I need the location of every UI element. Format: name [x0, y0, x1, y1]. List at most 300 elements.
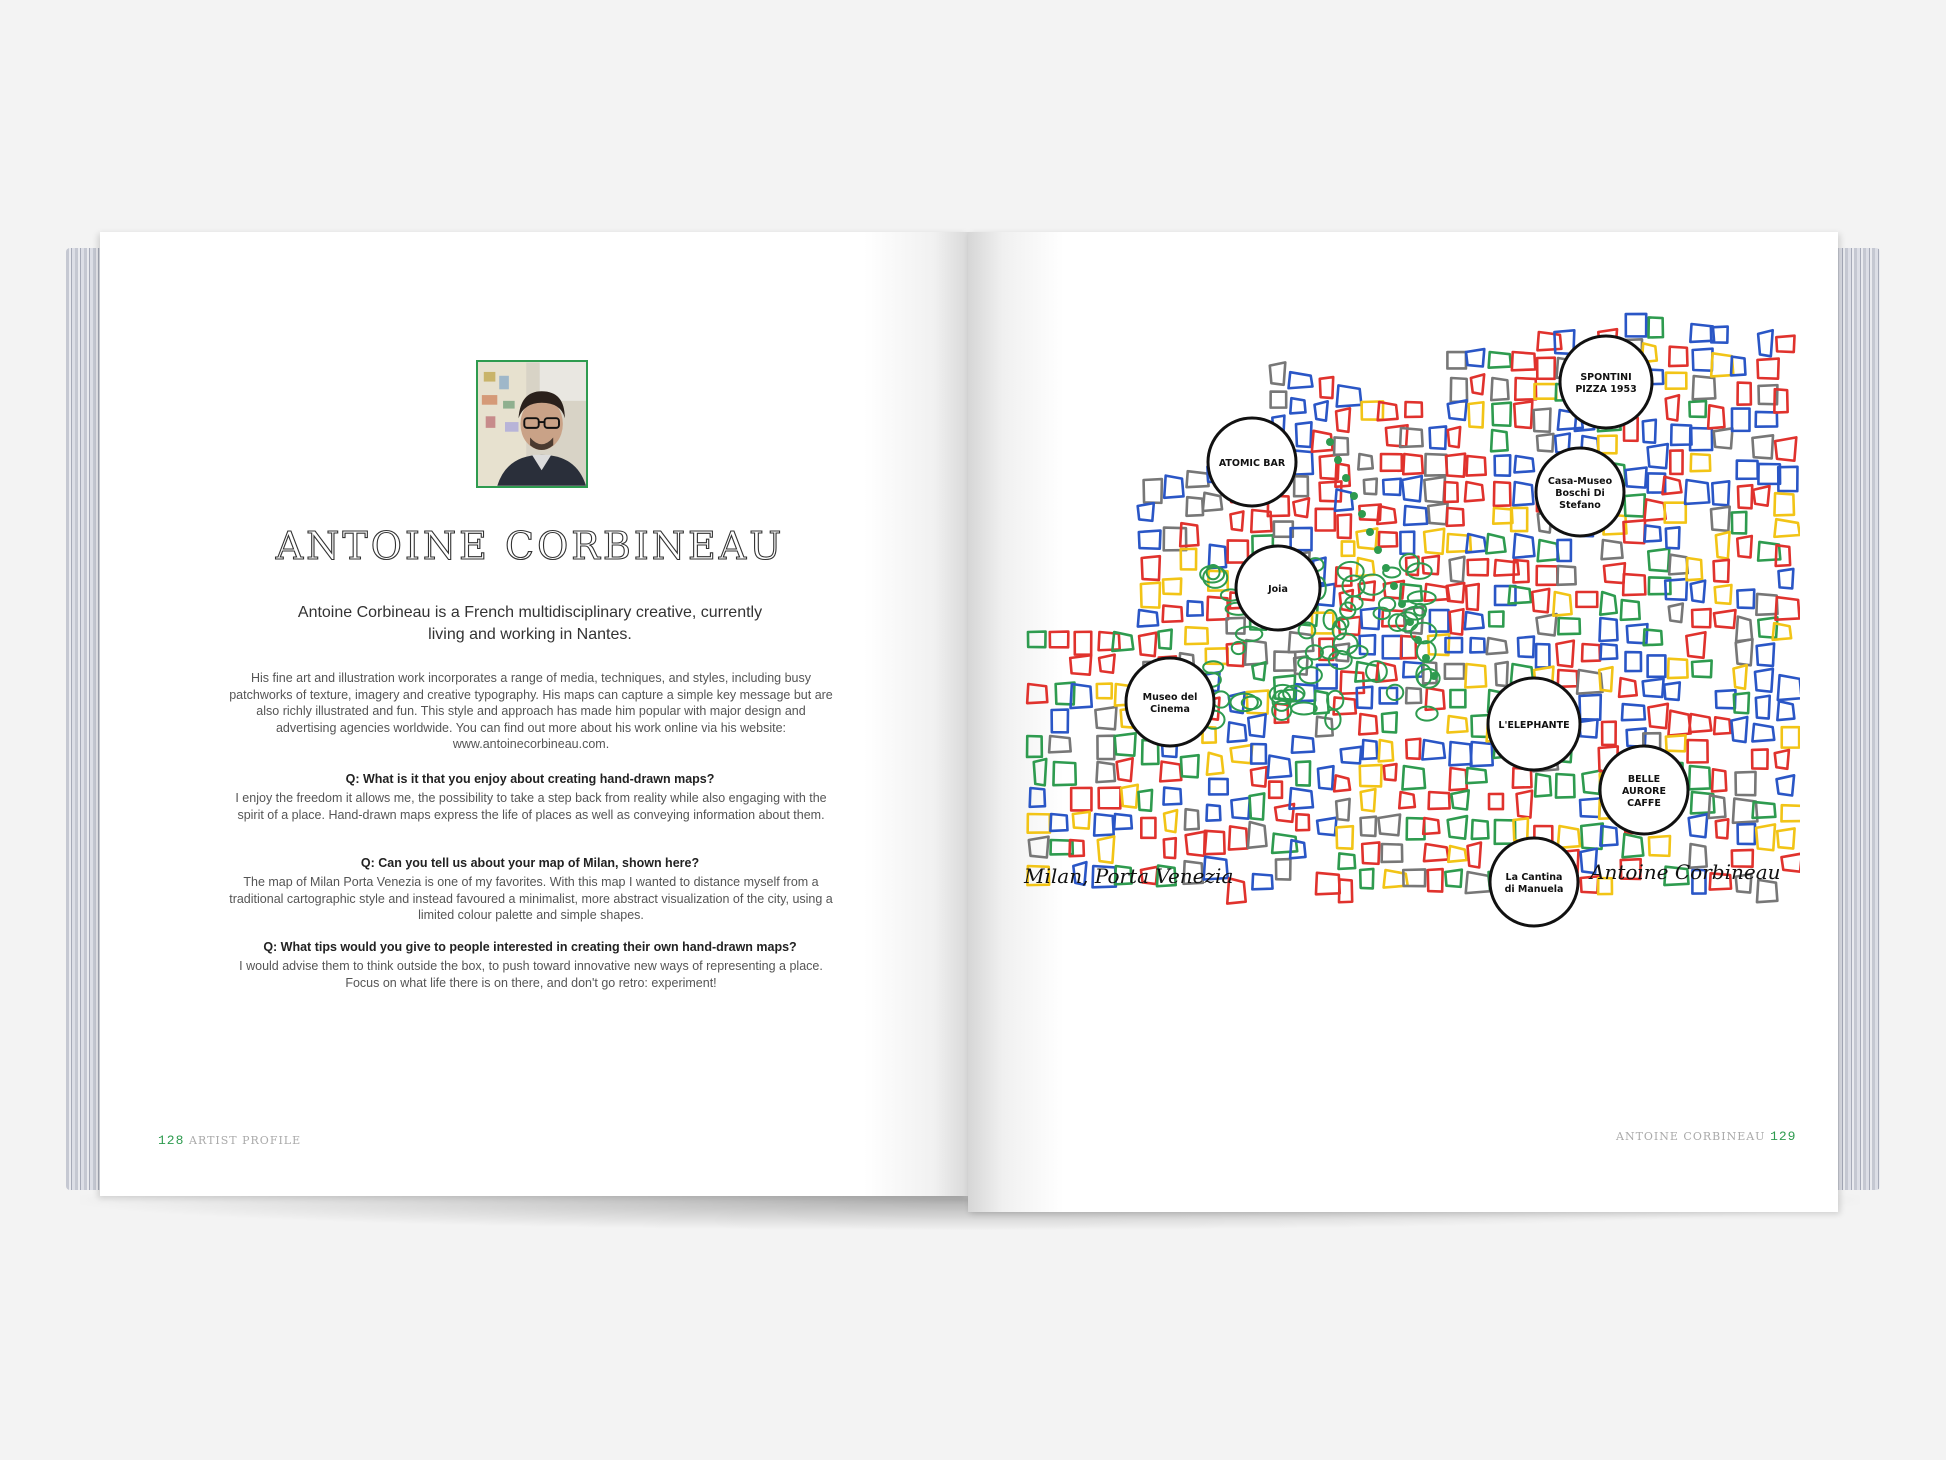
map-block [1714, 717, 1730, 734]
map-block [1315, 401, 1328, 420]
map-block [1556, 641, 1573, 667]
map-block [1274, 652, 1295, 671]
map-block [1228, 722, 1247, 742]
map-block [1756, 824, 1775, 850]
map-block [1688, 740, 1708, 762]
landmark-label: SPONTINI [1580, 372, 1632, 383]
map-block [1579, 720, 1597, 738]
map-block [1379, 532, 1397, 547]
map-block [1378, 815, 1400, 836]
map-block [1689, 714, 1711, 732]
map-block [1712, 481, 1729, 505]
map-block [1181, 549, 1196, 570]
map-block [1777, 701, 1794, 720]
map-block [1187, 601, 1202, 616]
map-block [1755, 669, 1773, 692]
right-running-head: ANTOINE CORBINEAU [1616, 1130, 1766, 1143]
map-block [1776, 545, 1790, 566]
map-block [1160, 762, 1181, 782]
map-block [1715, 585, 1732, 604]
map-block [1711, 507, 1730, 531]
landmark-label: Joia [1268, 584, 1288, 595]
left-page-number: 128 [158, 1133, 185, 1148]
map-block [1752, 724, 1774, 741]
map-block [1158, 630, 1171, 649]
map-block [1403, 454, 1423, 474]
question-1: Q: What is it that you enjoy about creating hand-drawn maps? [345, 772, 715, 786]
map-block [1402, 476, 1422, 501]
map-block [1272, 834, 1297, 853]
map-block [1378, 402, 1398, 420]
map-block [1465, 482, 1484, 501]
map-block [1489, 352, 1511, 368]
map-block [1448, 816, 1467, 839]
map-block [1669, 604, 1683, 623]
map-block [1756, 696, 1770, 719]
map-block [1689, 814, 1708, 837]
map-block [1467, 456, 1486, 476]
map-block [1383, 479, 1400, 495]
map-block [1732, 409, 1750, 431]
answer-2: The map of Milan Porta Venezia is one of my favorites. With this map I wanted to distance myself from a traditional cartographic style and instead favoured a minimalist, more abstract visualization of the city, using a limited colour palette and simple shapes. [229, 875, 833, 922]
map-block [1621, 600, 1640, 620]
map-block [1738, 485, 1752, 508]
map-block [1270, 362, 1286, 384]
landmark-label: PIZZA 1953 [1575, 384, 1637, 395]
landmark-label: CAFFE [1627, 798, 1661, 809]
map-block [1778, 569, 1793, 589]
map-block [1782, 727, 1799, 747]
map-block [1424, 844, 1448, 861]
map-block [1494, 482, 1511, 506]
map-block [1400, 428, 1423, 447]
map-block [1405, 402, 1422, 417]
map-block [1163, 579, 1181, 595]
map-block [1712, 769, 1726, 791]
map-block [1489, 612, 1503, 627]
map-block [1185, 809, 1199, 829]
map-block [1185, 627, 1208, 644]
map-block [1399, 792, 1415, 808]
map-block [1230, 511, 1243, 530]
map-block [1648, 444, 1668, 468]
map-block [1643, 420, 1656, 443]
map-block [1509, 586, 1531, 604]
map-block [1203, 493, 1222, 511]
map-block [1138, 610, 1158, 627]
map-block [1117, 758, 1133, 781]
map-block [1732, 512, 1746, 534]
map-block [1430, 610, 1449, 632]
left-running-head: ARTIST PROFILE [189, 1134, 302, 1147]
map-block [1450, 768, 1467, 790]
map-block [1465, 612, 1484, 629]
question-3: Q: What tips would you give to people interested in creating their own hand-drawn maps? [263, 940, 797, 954]
map-block [1138, 790, 1152, 811]
map-block [1099, 655, 1115, 673]
map-block [1690, 428, 1712, 450]
map-block [1625, 652, 1641, 671]
map-block [1115, 733, 1136, 755]
map-block [1358, 454, 1372, 469]
map-block [1532, 589, 1549, 612]
landmark-label: Casa-Museo [1547, 476, 1613, 487]
map-block [1422, 740, 1445, 760]
map-block [1248, 822, 1267, 848]
map-block [1737, 536, 1752, 557]
map-block [1362, 740, 1377, 759]
map-block [1515, 378, 1536, 400]
map-block [1468, 843, 1481, 868]
map-block [1098, 836, 1114, 862]
map-block [1648, 655, 1666, 676]
map-block [1050, 632, 1069, 648]
map-block [1781, 805, 1800, 821]
map-block [1406, 739, 1420, 759]
map-block [1338, 853, 1355, 868]
tree-dot [1350, 492, 1358, 500]
map-block [1268, 756, 1291, 778]
map-block [1052, 710, 1068, 733]
map-block [1336, 408, 1350, 432]
map-block [1251, 767, 1267, 786]
bio-paragraph: His fine art and illustration work incorporates a range of media, techniques, and styles, including busy patchworks of texture, imagery and creative typography. His maps can capture a simple key message but are also richly illustrated and fun. This style and approach has made him popular with major design and advertising agencies worldwide. You can find out more about his work online via his website: www.antoinecorbineau.com. [229, 671, 833, 751]
map-block [1027, 684, 1047, 703]
map-block [1317, 818, 1336, 835]
map-block [1252, 874, 1272, 889]
map-block [1450, 609, 1464, 634]
map-block [1668, 711, 1690, 736]
map-block [1334, 775, 1350, 791]
map-block [1558, 670, 1578, 687]
map-block [1250, 793, 1265, 819]
map-block [1645, 525, 1661, 541]
map-block [1582, 770, 1600, 793]
map-block [1774, 493, 1794, 515]
right-folio [1616, 1128, 1796, 1144]
map-block [1692, 661, 1712, 678]
map-block [1361, 789, 1376, 811]
map-block [1095, 707, 1116, 729]
map-block [1665, 503, 1686, 523]
map-block [1073, 812, 1090, 829]
tree-dot [1342, 474, 1350, 482]
map-block [1336, 799, 1349, 820]
map-block [1487, 638, 1507, 654]
landmark-label: La Cantina [1505, 872, 1563, 883]
map-block [1775, 750, 1789, 769]
map-block [1050, 814, 1067, 831]
map-block [1648, 704, 1667, 728]
answer-3: I would advise them to think outside the box, to push toward innovative new ways of representing a place. Focus on what life there is on there, and don't go retro: experiment! [239, 959, 823, 990]
map-block [1738, 824, 1755, 844]
map-block [1664, 682, 1680, 700]
map-block [1517, 791, 1533, 818]
landmark-label: di Manuela [1504, 884, 1564, 895]
map-block [1094, 814, 1114, 836]
map-block [1384, 764, 1397, 780]
artist-name-heading: ANTOINE CORBINEAU [275, 524, 785, 568]
map-block [1290, 398, 1305, 413]
map-block [1424, 529, 1444, 554]
map-block [1339, 879, 1352, 902]
map-block [1271, 392, 1287, 408]
landmark-label: AURORE [1622, 786, 1666, 797]
map-block [1644, 499, 1665, 520]
map-block [1536, 614, 1556, 635]
map-block [1558, 826, 1580, 848]
map-block [1537, 434, 1553, 451]
map-block [1534, 409, 1551, 432]
map-block [1450, 557, 1465, 583]
map-block [1757, 644, 1774, 666]
map-block [1492, 403, 1511, 426]
map-block [1449, 742, 1471, 765]
map-block [1428, 869, 1443, 891]
map-block [1164, 476, 1183, 498]
map-block [1668, 659, 1688, 678]
question-2: Q: Can you tell us about your map of Milan, shown here? [360, 856, 700, 870]
tree-dot [1414, 636, 1422, 644]
map-block [1580, 695, 1601, 720]
map-block [1604, 563, 1625, 583]
map-block [1466, 872, 1491, 893]
map-block [1141, 583, 1160, 608]
landmark-label: Cinema [1150, 704, 1190, 715]
map-block [1758, 330, 1773, 356]
map-block [1252, 662, 1265, 680]
map-block [1451, 790, 1468, 809]
map-block [1513, 482, 1533, 505]
map-block [1537, 358, 1555, 379]
map-block [1470, 638, 1484, 652]
map-block [1693, 349, 1713, 371]
map-block [1514, 456, 1533, 472]
map-block [1379, 740, 1393, 761]
map-block [1186, 497, 1203, 516]
map-block [1736, 639, 1753, 665]
landmark-label: Stefano [1559, 500, 1601, 511]
map-block [1534, 384, 1556, 399]
map-block [1296, 761, 1310, 785]
map-block [1538, 540, 1559, 561]
map-block [1486, 534, 1505, 553]
map-block [1598, 436, 1616, 454]
map-block [1187, 471, 1209, 487]
map-block [1623, 574, 1645, 595]
map-block [1466, 349, 1484, 366]
map-block [1666, 527, 1680, 548]
map-block [1643, 679, 1664, 697]
map-block [1402, 766, 1425, 789]
map-block [1469, 402, 1484, 427]
map-block [1404, 506, 1427, 525]
map-block [1736, 617, 1752, 642]
map-block [1228, 540, 1248, 562]
tree-dot [1374, 546, 1382, 554]
map-block [1468, 559, 1488, 575]
map-block [1318, 766, 1334, 789]
map-block [1774, 519, 1799, 537]
map-block [1450, 690, 1465, 707]
map-block [1296, 814, 1309, 830]
tree-dot [1334, 456, 1342, 464]
map-block [1689, 401, 1706, 417]
map-block [1686, 632, 1705, 658]
tree-dot [1358, 510, 1366, 518]
artist-signature: Antoine Corbineau [1590, 860, 1781, 884]
map-block [1731, 717, 1747, 742]
tree-dot [1398, 600, 1406, 608]
answer-1: I enjoy the freedom it allows me, the possibility to take a step back from reality while also engaging with the spirit of a place. Hand-drawn maps express the life of places as well as conveying information about them. [235, 791, 827, 822]
map-block [1139, 633, 1156, 656]
map-caption: Milan, Porta Venezia [1024, 864, 1234, 888]
artist-portrait [476, 360, 588, 488]
map-block [1537, 332, 1561, 350]
right-page-number: 129 [1770, 1129, 1797, 1144]
map-block [1448, 400, 1467, 420]
map-block [1292, 736, 1314, 753]
map-block [1275, 804, 1294, 822]
map-block [1622, 704, 1645, 720]
landmark-label: Boschi Di [1555, 488, 1605, 499]
map-block [1691, 454, 1711, 471]
map-block [1112, 632, 1133, 651]
map-block [1714, 610, 1735, 628]
lead-paragraph: Antoine Corbineau is a French multidisciplinary creative, currently living and working in Nantes. [297, 604, 763, 643]
map-block [1030, 788, 1045, 807]
map-block [1753, 486, 1769, 506]
map-block [1666, 735, 1686, 751]
map-block [1602, 722, 1616, 745]
map-block [1669, 347, 1687, 366]
map-block [1495, 820, 1515, 844]
map-block [1075, 632, 1092, 655]
map-block [1231, 798, 1249, 819]
map-block [1445, 482, 1458, 502]
map-block [1472, 820, 1489, 839]
map-block [1342, 541, 1355, 555]
map-block [1512, 352, 1535, 370]
map-block [1535, 774, 1551, 796]
map-block [1334, 437, 1348, 454]
map-block [1781, 854, 1800, 872]
map-block [1448, 716, 1468, 733]
map-block [1514, 401, 1532, 428]
map-block [1624, 494, 1644, 516]
map-block [1144, 479, 1162, 503]
park-shape [1291, 702, 1317, 714]
map-block [1623, 834, 1644, 857]
map-block [1293, 498, 1309, 517]
landmark-label: L'ELEPHANTE [1498, 720, 1570, 731]
tree-dot [1366, 528, 1374, 536]
map-block [1251, 744, 1266, 764]
map-block [1670, 450, 1682, 474]
map-block [1756, 594, 1777, 615]
map-block [1070, 655, 1091, 674]
map-block [1576, 592, 1597, 607]
map-block [1737, 461, 1758, 479]
map-block [1320, 377, 1333, 398]
tree-dot [1406, 618, 1414, 626]
map-block [1053, 762, 1075, 785]
map-block [1296, 422, 1312, 447]
tree-dot [1382, 564, 1390, 572]
map-block [1471, 374, 1484, 394]
map-block [1582, 644, 1600, 661]
map-block [1518, 637, 1534, 658]
map-block [1465, 664, 1486, 687]
map-block [1099, 632, 1120, 650]
map-block [1601, 644, 1618, 659]
map-block [1448, 846, 1466, 862]
map-block [1142, 556, 1160, 580]
map-block [1536, 644, 1549, 667]
map-block [1180, 523, 1198, 546]
map-block [1337, 515, 1351, 539]
map-block [1580, 798, 1600, 817]
map-block [1139, 531, 1161, 549]
map-block [1714, 428, 1733, 448]
map-block [1320, 481, 1342, 501]
map-block [1445, 870, 1462, 887]
landmark-label: ATOMIC BAR [1218, 458, 1286, 469]
tree-dot [1422, 654, 1430, 662]
map-block [1114, 814, 1132, 829]
map-block [1716, 690, 1736, 708]
map-block [1425, 454, 1447, 476]
map-block [1428, 503, 1447, 524]
map-block [1406, 688, 1421, 703]
map-block [1445, 664, 1464, 679]
map-block [1096, 762, 1114, 782]
map-block [1602, 540, 1623, 559]
map-block [1382, 844, 1403, 862]
map-block [1708, 405, 1724, 428]
map-block [1669, 555, 1688, 575]
left-page [100, 232, 968, 1196]
map-block [1447, 352, 1466, 368]
map-block [1269, 782, 1282, 798]
map-block [1556, 774, 1575, 798]
map-block [1513, 534, 1534, 558]
map-block [1692, 609, 1710, 627]
map-block [1671, 425, 1691, 445]
map-block [1276, 859, 1291, 880]
map-block [1757, 359, 1778, 379]
map-block [1027, 736, 1042, 757]
map-block [1709, 795, 1726, 818]
map-block [1121, 785, 1138, 808]
map-block [1600, 592, 1616, 615]
map-block [1447, 508, 1464, 526]
map-block [1206, 805, 1220, 821]
milan-illustrated-map [1010, 292, 1800, 932]
map-block [1776, 336, 1794, 352]
map-block [1382, 712, 1397, 732]
map-block [1361, 817, 1376, 836]
map-block [1466, 584, 1479, 610]
map-block [1430, 426, 1446, 448]
map-block [1164, 810, 1177, 832]
map-block [1716, 532, 1730, 559]
map-block [1099, 788, 1121, 809]
map-block [1648, 317, 1662, 337]
landmark-label: BELLE [1627, 774, 1661, 785]
map-block [1691, 581, 1705, 603]
map-block [1777, 828, 1794, 848]
